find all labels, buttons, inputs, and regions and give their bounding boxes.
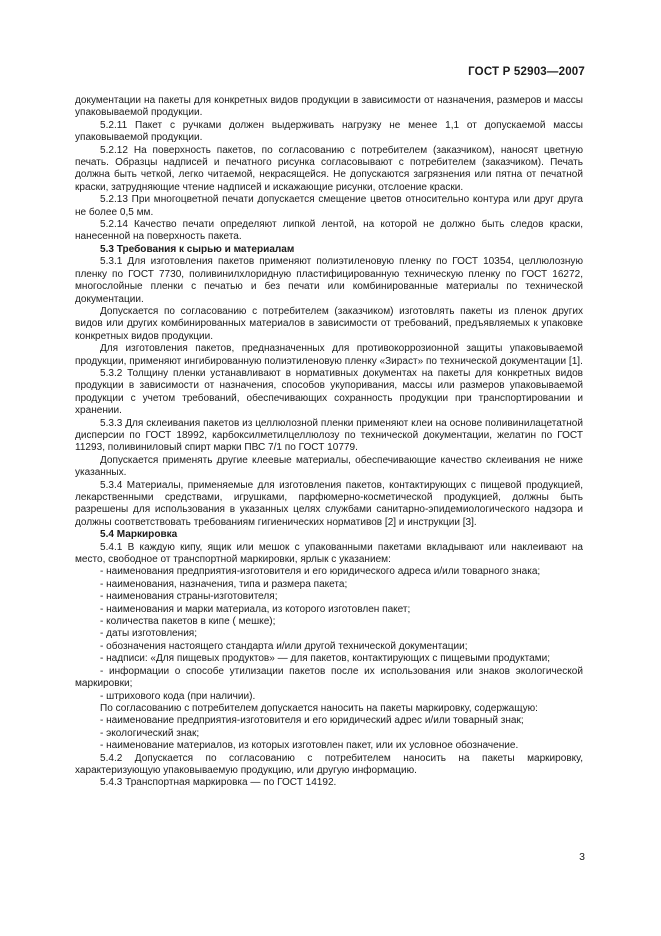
paragraph: 5.4.3 Транспортная маркировка — по ГОСТ 14192. bbox=[100, 777, 337, 789]
paragraph: 5.3.2 Толщину пленки устанавливают в нормативных документах на пакеты для конкретных видов продукции в зависимости от назначения, способов укупоривания, массы или размеров упаковываемой продукции с учетом требований, обеспечивающих сохранность продукции при транспортировании и хранении. bbox=[75, 367, 583, 417]
paragraph: По согласованию с потребителем допускается наносить на пакеты маркировку, содержащую: bbox=[100, 702, 538, 714]
paragraph: - информации о способе утилизации пакетов после их использования или знаков экологической маркировки; bbox=[75, 665, 583, 690]
paragraph: - наименования страны-изготовителя; bbox=[100, 591, 278, 603]
section-heading: 5.3 Требования к сырью и материалам bbox=[100, 243, 295, 255]
page-number: 3 bbox=[579, 851, 585, 863]
paragraph: Для изготовления пакетов, предназначенных для противокоррозионной защиты упаковываемой продукции, применяют ингибированную полиэтиленовую пленку «Зираст» по технической документации [1]. bbox=[75, 343, 583, 367]
paragraph: Допускается применять другие клеевые материалы, обеспечивающие качество склеивания не ниже указанных. bbox=[75, 454, 583, 479]
paragraph: 5.4.1 В каждую кипу, ящик или мешок с упакованными пакетами вкладывают или наклеивают на место, свободное от транспортной маркировки, ярлык с указанием: bbox=[75, 541, 583, 566]
paragraph: - наименования предприятия-изготовителя и его юридического адреса и/или товарного знака; bbox=[100, 566, 541, 578]
paragraph: - надписи: «Для пищевых продуктов» — для пакетов, контактирующих с пищевыми продуктами; bbox=[100, 653, 551, 665]
paragraph: - наименования, назначения, типа и размера пакета; bbox=[100, 578, 348, 590]
paragraph: Допускается по согласованию с потребителем (заказчиком) изготовлять пакеты из пленок других видов или других комбинированных материалов в зависимости от требований, предъявляемых к упаковке конкретных видов продукции. bbox=[75, 305, 583, 342]
paragraph: 5.2.13 При многоцветной печати допускается смещение цветов относительно контура или друг друга не более 0,5 мм. bbox=[75, 194, 583, 218]
paragraph: - экологический знак; bbox=[100, 727, 200, 739]
paragraph: документации на пакеты для конкретных видов продукции в зависимости от назначения, размеров и массы упаковываемой продукции. bbox=[75, 95, 583, 119]
paragraph: - количества пакетов в кипе ( мешке); bbox=[100, 616, 276, 628]
paragraph: 5.2.12 На поверхность пакетов, по согласованию с потребителем (заказчиком), наносят цветную печать. Образцы надписей и печатного рисунка согласовывают с потребителем (заказчиком). Печать должна быть четкой, легко читаемой, некрасящейся. Не допускаются загрязнения или пятна от печатной краски, затрудняющие чтение надписей и искажающие рисунки, отслоение краски. bbox=[75, 144, 583, 193]
section-heading: 5.4 Маркировка bbox=[100, 529, 178, 541]
paragraph: 5.3.3 Для склеивания пакетов из целлюлозной пленки применяют клеи на основе поливинилацетатной дисперсии по ГОСТ 18992, карбоксилметилцеллюлозу по технической документации, желатин по ГОСТ 11293, поливиниловый спирт марки ПВС 7/1 по ГОСТ 10779. bbox=[75, 417, 583, 454]
paragraph: 5.2.11 Пакет с ручками должен выдерживать нагрузку не менее 1,1 от допускаемой массы упаковываемой продукции. bbox=[75, 119, 583, 144]
paragraph: - обозначения настоящего стандарта и/или другой технической документации; bbox=[100, 640, 468, 652]
document-code: ГОСТ Р 52903—2007 bbox=[468, 66, 585, 78]
paragraph: - наименования и марки материала, из которого изготовлен пакет; bbox=[100, 603, 411, 615]
paragraph: - даты изготовления; bbox=[100, 628, 198, 640]
paragraph: - наименование предприятия-изготовителя и его юридический адрес и/или товарный знак; bbox=[100, 715, 524, 727]
paragraph: 5.3.1 Для изготовления пакетов применяют полиэтиленовую пленку по ГОСТ 10354, целлюлозную пленку по ГОСТ 7730, поливинилхлоридную пластифицированную техническую пленку по ГОСТ 16272, многослойные пленки с печатью и без печати или комбинированные материалы по технической документации. bbox=[75, 256, 583, 305]
paragraph: 5.4.2 Допускается по согласованию с потребителем наносить на пакеты маркировку, характеризующую упаковываемую продукцию, или другую информацию. bbox=[75, 752, 583, 776]
document-body bbox=[75, 95, 583, 790]
paragraph: - штрихового кода (при наличии). bbox=[100, 690, 256, 702]
paragraph: 5.3.4 Материалы, применяемые для изготовления пакетов, контактирующих с пищевой продукцией, лекарственными средствами, игрушками, парфюмерно-косметической продукцией, должны быть разрешены для использования в указанных целях службами санитарно-эпидемиологического надзора и должны соответствовать требованиям гигиенических нормативов [2] и инструкции [3]. bbox=[75, 479, 583, 528]
paragraph: 5.2.14 Качество печати определяют липкой лентой, на которой не должно быть следов краски, нанесенной на поверхность пакета. bbox=[75, 219, 583, 243]
paragraph: - наименование материалов, из которых изготовлен пакет, или их условное обозначение. bbox=[100, 740, 519, 752]
